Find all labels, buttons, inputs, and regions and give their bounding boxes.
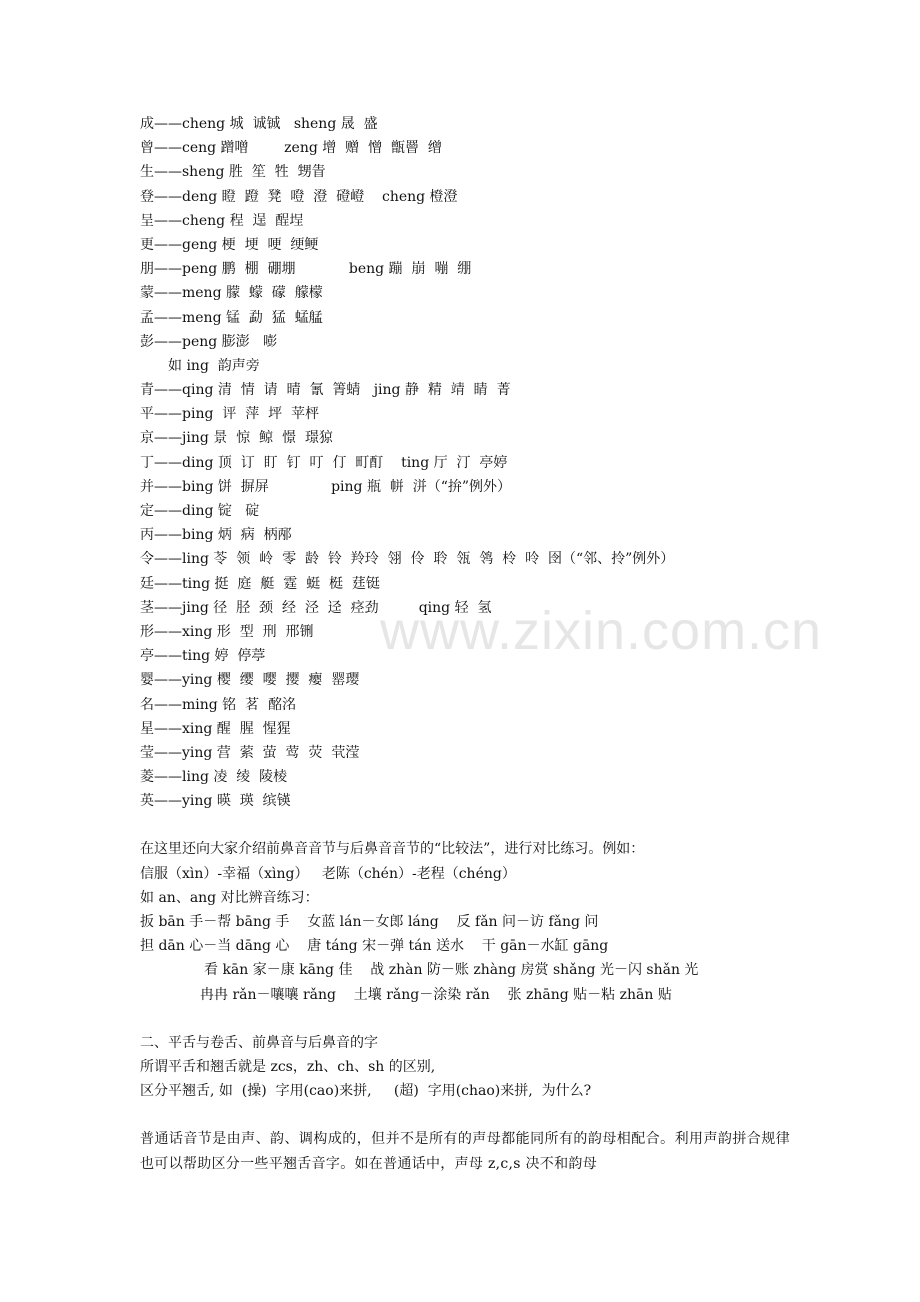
section-line: 所谓平舌和翘舌就是 zcs，zh、ch、sh 的区别,	[140, 1058, 436, 1075]
phonetic-group-line: 更——geng 梗 埂 哽 绠鲠	[140, 236, 319, 253]
an-ang-line-indented: 看 kān 家－康 kāng 佳 战 zhàn 防－账 zhàng 房赏 shǎng 光－闪 shǎn 光	[204, 962, 699, 979]
document-body	[140, 112, 790, 1176]
ing-group-line: 定——ding 锭 碇	[140, 503, 260, 519]
ing-group-line: 丙——bing 炳 病 柄邴	[140, 527, 292, 544]
ing-group-line: 名——ming 铭 茗 酩洺	[140, 696, 296, 713]
spacer	[140, 1103, 790, 1127]
ing-subheading: 如 ing 韵声旁	[168, 357, 260, 374]
an-ang-line: 担 dān 心－当 dāng 心 唐 táng 宋－弹 tán 送水 干 gān－水缸 gāng	[140, 938, 609, 955]
ing-group-line: 亭——ting 婷 停葶	[140, 648, 266, 665]
section-line: 区分平翘舌, 如 (操) 字用(cao)来拼, (超) 字用(chao)来拼, 为什么?	[140, 1083, 592, 1100]
phonetic-group-line: 曾——ceng 蹭噌 zeng 增 赠 憎 甑罾 缯	[140, 140, 442, 157]
spacer	[140, 813, 790, 837]
ing-group-line: 廷——ting 挺 庭 艇 霆 蜓 梃 莛铤	[140, 575, 380, 592]
phonetic-group-line: 生——sheng 胜 笙 牲 甥眚	[140, 164, 326, 181]
phonetic-group-line: 蒙——meng 朦 蠓 礞 艨檬	[140, 285, 323, 302]
an-ang-line-indented: 冉冉 rǎn－嚷嚷 rǎng 土壤 rǎng－涂染 rǎn 张 zhāng 贴－粘 zhān 贴	[200, 986, 672, 1003]
spacer	[140, 1007, 790, 1031]
ing-group-line: 英——ying 暎 瑛 缤锳	[140, 793, 291, 810]
ing-group-line: 令——ling 苓 领 岭 零 龄 铃 羚玲 翎 伶 聆 瓴 鸰 柃 呤 囹（“邻、拎”例外）	[140, 551, 675, 568]
body-paragraph: 普通话音节是由声、韵、调构成的，但并不是所有的声母都能同所有的韵母相配合。利用声韵拼合规律也可以帮助区分一些平翘舌音字。如在普通话中，声母 z,c,s 决不和韵母	[140, 1131, 790, 1172]
ing-group-line: 京——jing 景 惊 鲸 憬 璟猄	[140, 430, 333, 447]
phonetic-group-line: 登——deng 瞪 蹬 凳 噔 澄 磴嶝 cheng 橙澄	[140, 188, 458, 205]
ing-group-line: 形——xing 形 型 刑 邢铏	[140, 623, 314, 640]
ing-group-line: 婴——ying 樱 缨 嘤 撄 瘿 罂璎	[140, 672, 360, 689]
phonetic-group-line: 朋——peng 鹏 棚 硼堋 beng 蹦 崩 嘣 绷	[140, 261, 472, 278]
phonetic-group-line: 孟——meng 锰 勐 猛 蜢艋	[140, 309, 323, 326]
phonetic-group-line: 成——cheng 城 诚铖 sheng 晟 盛	[140, 116, 378, 132]
watermark: www.zixin.com.cn	[380, 601, 823, 661]
ing-group-line: 茎——jing 径 胫 颈 经 泾 迳 痉劲 qing 轻 氢	[140, 599, 492, 616]
ing-group-line: 莹——ying 营 萦 萤 莺 荧 茕滢	[140, 744, 360, 761]
ing-group-line: 星——xing 醒 腥 惺猩	[140, 720, 291, 737]
ing-group-line: 菱——ling 凌 绫 陵棱	[140, 769, 288, 786]
an-ang-heading: 如 an、ang 对比辨音练习：	[140, 889, 319, 906]
an-ang-line: 扳 bān 手－帮 bāng 手 女蓝 lán－女郎 láng 反 fǎn 问－访 fǎng 问	[140, 914, 599, 930]
phonetic-group-line: 呈——cheng 程 逞 酲埕	[140, 212, 304, 229]
ing-group-line: 并——bing 饼 摒屏 ping 瓶 帡 洴（“拚”例外）	[140, 478, 512, 495]
ing-group-line: 青——qing 清 情 请 晴 氰 箐蜻 jing 静 精 靖 睛 菁	[140, 382, 511, 399]
compare-intro: 在这里还向大家介绍前鼻音音节与后鼻音音节的“比较法”，进行对比练习。例如：	[140, 841, 645, 858]
ing-group-line: 平——ping 评 萍 坪 苹枰	[140, 406, 320, 423]
compare-example: 信服（xìn）-幸福（xìng） 老陈（chén）-老程（chéng）	[140, 865, 516, 882]
ing-group-line: 丁——ding 顶 订 盯 钉 叮 仃 町酊 ting 厅 汀 亭婷	[140, 454, 508, 471]
section-title: 二、平舌与卷舌、前鼻音与后鼻音的字	[140, 1034, 378, 1051]
phonetic-group-line: 彭——peng 膨澎 嘭	[140, 333, 278, 350]
